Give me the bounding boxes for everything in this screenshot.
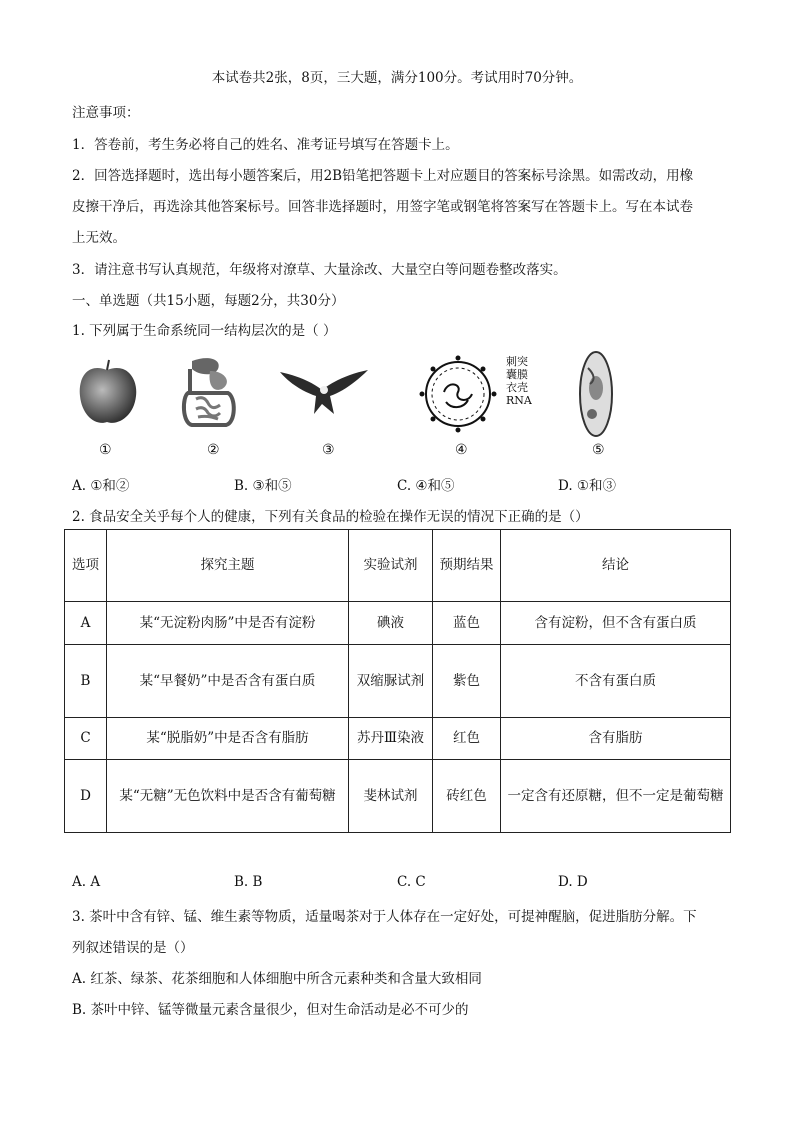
table-header-row: [65, 530, 731, 602]
virus-diagram: [418, 354, 498, 434]
table-row: [65, 645, 731, 718]
figure-label: ①: [99, 442, 112, 458]
table-cell: 砖红色: [433, 760, 501, 833]
table-cell: 某“脱脂奶”中是否含有脂肪: [107, 718, 349, 760]
table-cell: 不含有蛋白质: [501, 645, 731, 718]
q3-stem: 3. 茶叶中含有锌、锰、维生素等物质，适量喝茶对于人体存在一定好处，可提神醒脑，促进脂肪分解。下: [72, 909, 697, 925]
figure-label: ②: [207, 442, 220, 458]
eagle-image: [278, 362, 370, 418]
table-header-cell: 结论: [501, 530, 731, 602]
notice-item: 上无效。: [72, 230, 126, 246]
q1-option: D. ①和③: [558, 478, 617, 494]
q3-option: B. 茶叶中锌、锰等微量元素含量很少，但对生命活动是必不可少的: [72, 1002, 469, 1018]
q2-stem: 2. 食品安全关乎每个人的健康，下列有关食品的检验在操作无误的情况下正确的是（）: [72, 509, 589, 525]
figure-label: ③: [322, 442, 335, 458]
virus-labels: [506, 355, 532, 407]
table-cell: 某“早餐奶”中是否含有蛋白质: [107, 645, 349, 718]
notice-item: 2．回答选择题时，选出每小题答案后，用2B铅笔把答题卡上对应题目的答案标号涂黑。如需改动，用橡: [72, 168, 694, 184]
table-cell: 苏丹Ⅲ染液: [349, 718, 433, 760]
virus-label: RNA: [506, 394, 532, 407]
table-cell: 一定含有还原糖，但不一定是葡萄糖: [501, 760, 731, 833]
q3-option: A. 红茶、绿茶、花茶细胞和人体细胞中所含元素种类和含量大致相同: [72, 971, 482, 987]
table-cell: 双缩脲试剂: [349, 645, 433, 718]
table-cell: 含有脂肪: [501, 718, 731, 760]
table-header-cell: 实验试剂: [349, 530, 433, 602]
table-row: [65, 760, 731, 833]
table-header-cell: 探究主题: [107, 530, 349, 602]
virus-label: 刺突: [506, 355, 528, 368]
notice-item: 皮擦干净后，再选涂其他答案标号。回答非选择题时，用签字笔或钢笔将答案写在答题卡上。写在本试卷: [72, 199, 693, 215]
table-cell: 紫色: [433, 645, 501, 718]
table-cell: 某“无糖”无色饮料中是否含有葡萄糖: [107, 760, 349, 833]
table-cell: 蓝色: [433, 602, 501, 645]
apple-image: [76, 358, 138, 426]
q2-option: B. B: [234, 874, 263, 890]
table-row: [65, 602, 731, 645]
digestive-system-image: [178, 353, 240, 429]
table-cell: 某“无淀粉肉肠”中是否有淀粉: [107, 602, 349, 645]
figure-label: ⑤: [592, 442, 605, 458]
table-cell: 含有淀粉，但不含有蛋白质: [501, 602, 731, 645]
virus-label: 衣壳: [506, 381, 528, 394]
virus-label: 囊膜: [506, 368, 528, 381]
q2-option: A. A: [72, 874, 101, 890]
figure-label: ④: [455, 442, 468, 458]
table-header-cell: 预期结果: [433, 530, 501, 602]
table-cell: 红色: [433, 718, 501, 760]
table-cell: D: [65, 760, 107, 833]
table-cell: B: [65, 645, 107, 718]
table-cell: 碘液: [349, 602, 433, 645]
q2-option: C. C: [397, 874, 426, 890]
table-cell: 斐林试剂: [349, 760, 433, 833]
section-title: 一、单选题（共15小题，每题2分，共30分）: [72, 293, 345, 309]
q1-stem: 1. 下列属于生命系统同一结构层次的是（ ）: [72, 323, 337, 339]
q1-option: B. ③和⑤: [234, 478, 292, 494]
table-row: [65, 718, 731, 760]
paramecium-image: [574, 348, 618, 440]
notice-item: 1．答卷前，考生务必将自己的姓名、准考证号填写在答题卡上。: [72, 137, 459, 153]
notice-title: 注意事项：: [72, 105, 140, 121]
notice-item: 3．请注意书写认真规范，年级将对潦草、大量涂改、大量空白等问题卷整改落实。: [72, 262, 567, 278]
table-cell: A: [65, 602, 107, 645]
q1-option: C. ④和⑤: [397, 478, 455, 494]
table-cell: C: [65, 718, 107, 760]
table-header-cell: 选项: [65, 530, 107, 602]
q1-option: A. ①和②: [72, 478, 130, 494]
exam-header: 本试卷共2张，8页，三大题，满分100分。考试用时70分钟。: [211, 70, 583, 86]
q2-table: [64, 529, 731, 833]
q3-stem: 列叙述错误的是（）: [72, 940, 194, 956]
q2-option: D. D: [558, 874, 588, 890]
